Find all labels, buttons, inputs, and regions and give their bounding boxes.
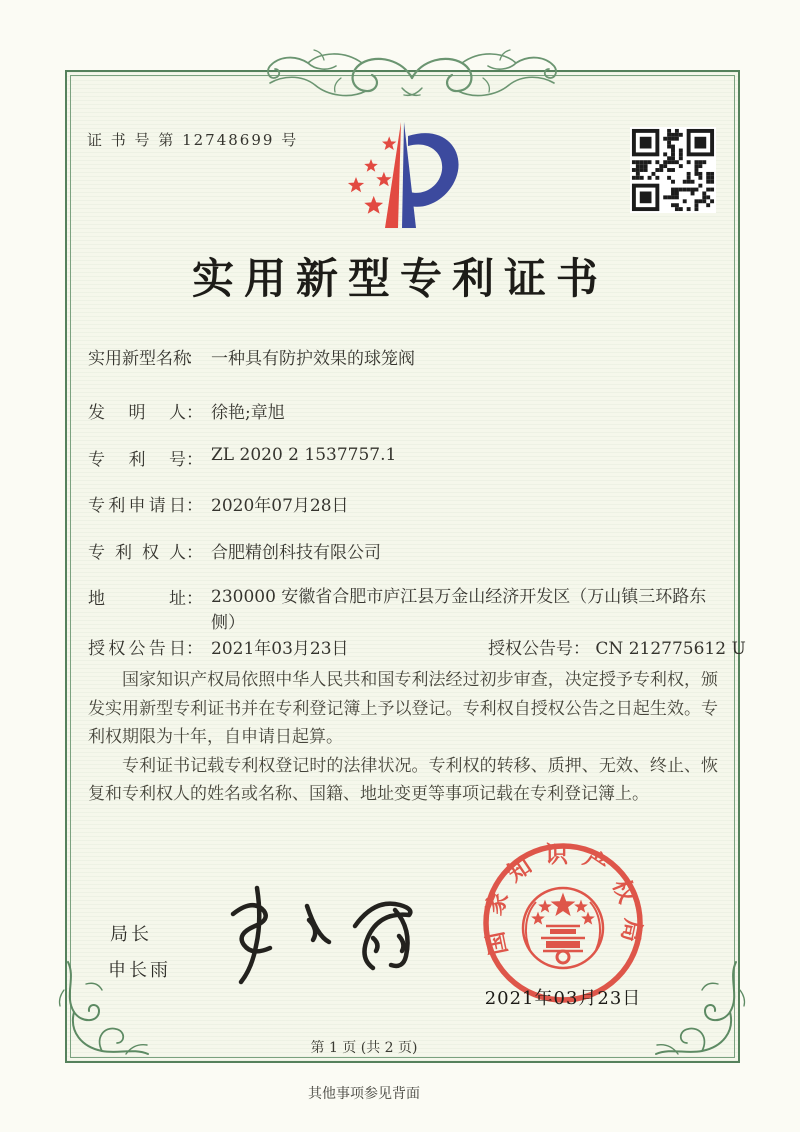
grant-date-label: 授权公告日 xyxy=(88,639,186,659)
field-grant-row xyxy=(88,634,746,659)
field-utility-model-name xyxy=(88,344,415,369)
field-colon: ： xyxy=(186,450,203,470)
field-value: 2020年07月28日 xyxy=(211,496,349,516)
director-autograph xyxy=(205,880,445,990)
grant-date-value: 2021年03月23日 xyxy=(211,639,349,659)
field-patentee xyxy=(88,538,381,563)
cnipa-logo-icon xyxy=(338,114,468,234)
seal-date: 2021年03月23日 xyxy=(484,988,642,1009)
field-colon: ： xyxy=(186,589,203,609)
field-colon: ： xyxy=(186,639,203,659)
field-label: 发明人 xyxy=(88,403,186,423)
field-label: 实用新型名称 xyxy=(88,349,190,369)
field-label: 专利申请日 xyxy=(88,496,186,516)
field-patent-number xyxy=(88,445,396,470)
field-colon: ： xyxy=(186,496,203,516)
field-label: 专利权人 xyxy=(88,543,186,563)
field-value: 合肥精创科技有限公司 xyxy=(211,543,381,563)
field-colon: ： xyxy=(186,349,203,369)
page-indicator: 第 1 页 (共 2 页) xyxy=(310,1040,418,1056)
field-colon: ： xyxy=(186,543,203,563)
field-colon: ： xyxy=(573,639,590,659)
grant-number-group xyxy=(488,634,746,659)
field-colon: ： xyxy=(186,403,203,423)
certificate-title: 实用新型专利证书 xyxy=(191,254,608,303)
field-value: 徐艳;章旭 xyxy=(211,403,285,423)
field-address xyxy=(88,584,731,636)
field-inventors xyxy=(88,398,285,423)
field-value: ZL 2020 2 1537757.1 xyxy=(211,445,397,465)
legal-text xyxy=(88,666,718,809)
legal-paragraph-1: 国家知识产权局依照中华人民共和国专利法经过初步审查，决定授予专利权，颁发实用新型专利证书并在专利登记簿上予以登记。专利权自授权公告之日起生效。专利权期限为十年，自申请日起算。 xyxy=(88,670,718,747)
signer-title: 局长 xyxy=(110,924,152,945)
grant-number-value: CN 212775612 U xyxy=(595,639,746,659)
field-filing-date xyxy=(88,491,349,516)
field-value: 230000 安徽省合肥市庐江县万金山经济开发区（万山镇三环路东侧） xyxy=(211,587,707,633)
qr-code xyxy=(630,127,716,213)
seal-text: 国家知识产权局 xyxy=(479,841,647,958)
field-label: 专利号 xyxy=(88,450,186,470)
field-label: 地址 xyxy=(88,589,186,609)
grant-number-label: 授权公告号 xyxy=(488,639,573,659)
legal-paragraph-2: 专利证书记载专利权登记时的法律状况。专利权的转移、质押、无效、终止、恢复和专利权人的姓名或名称、国籍、地址变更等事项记载在专利登记簿上。 xyxy=(88,755,718,804)
field-value: 一种具有防护效果的球笼阀 xyxy=(211,349,415,369)
signer-name: 申长雨 xyxy=(108,960,171,981)
certificate-number: 证 书 号 第 12748699 号 xyxy=(87,131,299,149)
back-note: 其他事项参见背面 xyxy=(308,1086,420,1102)
